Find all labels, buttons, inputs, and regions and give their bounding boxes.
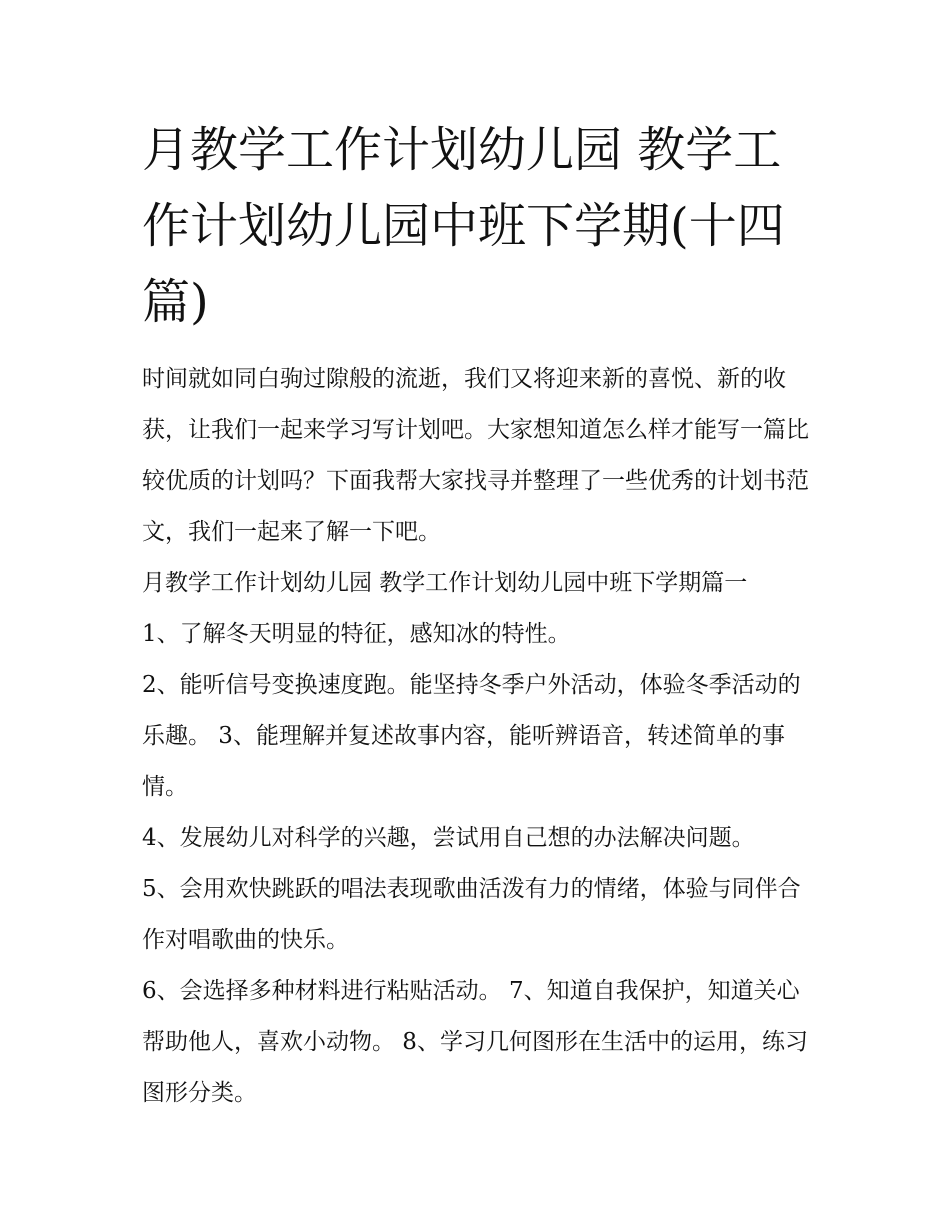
section-heading: 月教学工作计划幼儿园 教学工作计划幼儿园中班下学期篇一 [142, 570, 748, 596]
list-item: 6、会选择多种材料进行粘贴活动。 7、知道自我保护，知道关心帮助他人，喜欢小动物。 8、学习几何图形在生活中的运用，练习图形分类。 [142, 978, 808, 1106]
list-item: 1、了解冬天明显的特征，感知冰的特性。 [142, 621, 571, 647]
list-item: 5、会用欢快跳跃的唱法表现歌曲活泼有力的情绪，体验与同伴合作对唱歌曲的快乐。 [142, 876, 801, 953]
document-page [142, 112, 822, 1119]
document-title: 月教学工作计划幼儿园 教学工作计划幼儿园中班下学期(十四篇) [142, 122, 785, 330]
list-item: 2、能听信号变换速度跑。能坚持冬季户外活动，体验冬季活动的乐趣。 3、能理解并复述故事内容，能听辨语音，转述简单的事情。 [142, 672, 801, 800]
list-item: 4、发展幼儿对科学的兴趣，尝试用自己想的办法解决问题。 [142, 825, 755, 851]
intro-paragraph: 时间就如同白驹过隙般的流逝，我们又将迎来新的喜悦、新的收获，让我们一起来学习写计划吧。大家想知道怎么样才能写一篇比较优质的计划吗？下面我帮大家找寻并整理了一些优秀的计划书范文，我们一起来了解一下吧。 [142, 366, 809, 545]
